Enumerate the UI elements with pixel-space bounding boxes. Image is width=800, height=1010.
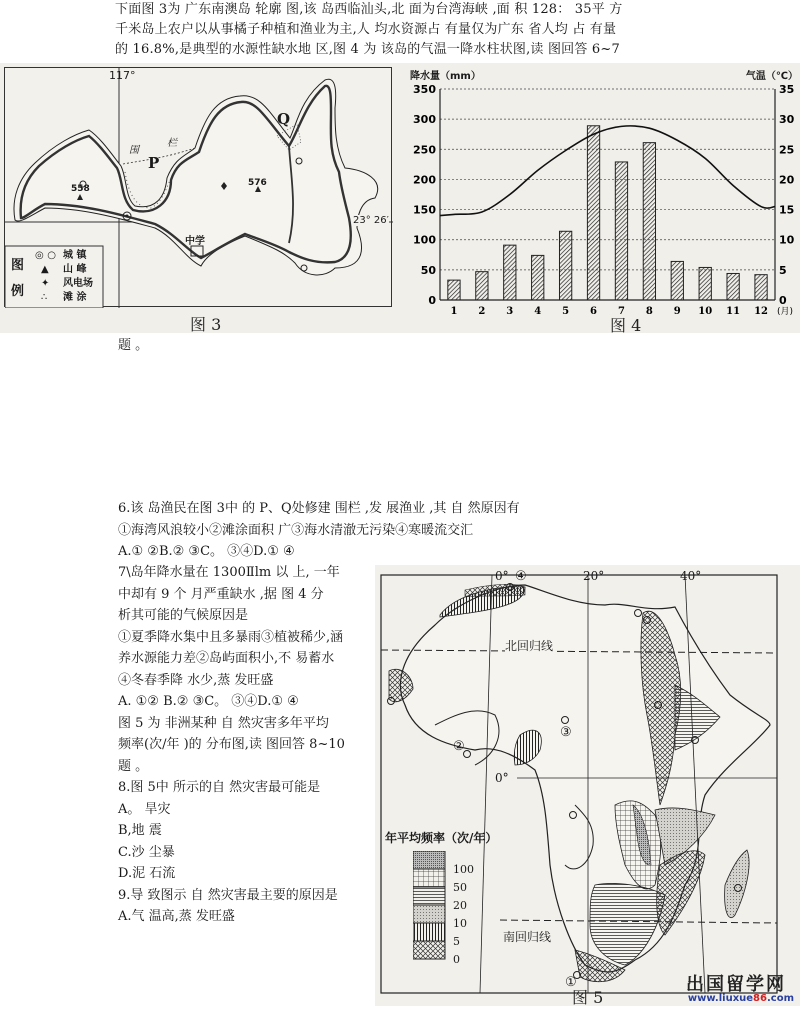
peak-icon: ▲ bbox=[41, 264, 49, 275]
marker-4: ④ bbox=[515, 569, 527, 584]
legend-break-100: 100 bbox=[453, 863, 474, 876]
question-9-stem: 9.导 致图示 自 然灾害最主要的原因是 bbox=[118, 888, 338, 903]
precip-bar bbox=[532, 255, 544, 300]
school-label: 中学 bbox=[185, 236, 205, 247]
y-tick-right: 0 bbox=[779, 294, 787, 307]
marker-2: ② bbox=[453, 739, 465, 754]
question-7-line-4: ①夏季降水集中且多暴雨③植被稀少,涵 bbox=[118, 630, 344, 645]
question-8-option-c: C.沙 尘暴 bbox=[118, 845, 175, 860]
label-fence-2: 栏 bbox=[167, 138, 177, 149]
legend-title-1: 图 bbox=[11, 258, 25, 273]
tropic-of-cancer-label: 北回归线 bbox=[505, 639, 554, 653]
y-tick-left: 150 bbox=[413, 203, 436, 217]
watermark-site-name: 出国留学网 bbox=[686, 974, 786, 995]
marker-3: ③ bbox=[560, 725, 572, 740]
question-6-options: ①海湾风浪较小②滩涂面积 广③海水清澈无污染④寒暖流交汇 bbox=[118, 523, 474, 538]
intro-line-1: 下面图 3为 广东南澳岛 轮廓 图,该 岛西临汕头,北 面为台湾海峡 ,面 积 128： 35平 方 bbox=[115, 2, 623, 17]
x-tick: 3 bbox=[506, 306, 514, 317]
y-tick-left: 50 bbox=[420, 263, 436, 277]
y-tick-right: 25 bbox=[779, 143, 795, 157]
precip-bar bbox=[504, 245, 516, 300]
question-7-answers: A. ①② B.② ③C。 ③④D.① ④ bbox=[118, 694, 299, 709]
legend-item-peak: ▲ 山 峰 bbox=[35, 263, 93, 277]
precip-bar bbox=[615, 162, 627, 300]
legend-title-2: 例 bbox=[11, 284, 25, 299]
label-p: P bbox=[148, 154, 160, 172]
legend-break-50: 50 bbox=[453, 881, 467, 894]
y-tick-right: 30 bbox=[779, 113, 795, 127]
legend-break-0: 0 bbox=[453, 953, 460, 966]
fig5-intro-line-1: 图 5 为 非洲某种 自 然灾害多年平均 bbox=[118, 716, 329, 731]
chart-ylabel-left: 降水量（mm） bbox=[410, 71, 481, 82]
chart-ylabel-right: 气温（℃） bbox=[745, 71, 798, 82]
wind-farm-icon: ✦ bbox=[41, 278, 50, 289]
legend-break-10: 10 bbox=[453, 917, 467, 930]
x-axis-unit: (月) bbox=[777, 307, 794, 317]
y-tick-left: 0 bbox=[428, 294, 436, 307]
legend-break-20: 20 bbox=[453, 899, 467, 912]
y-tick-right: 5 bbox=[779, 263, 787, 277]
y-tick-right: 10 bbox=[779, 233, 795, 247]
precip-bar bbox=[587, 126, 599, 300]
figure-3-island-map bbox=[4, 67, 392, 307]
figure-5-caption: 图 5 bbox=[572, 988, 604, 1007]
question-9-option-a: A.气 温高,蒸 发旺盛 bbox=[118, 909, 235, 924]
figure3-legend bbox=[7, 248, 101, 306]
x-tick: 9 bbox=[673, 306, 681, 317]
y-tick-left: 250 bbox=[413, 143, 436, 157]
y-tick-left: 350 bbox=[413, 83, 436, 96]
chart-plot bbox=[400, 75, 800, 325]
precip-bar bbox=[643, 143, 655, 300]
y-tick-left: 300 bbox=[413, 113, 436, 127]
precip-bar bbox=[671, 261, 683, 300]
meridian-20-label: 20° bbox=[583, 569, 605, 583]
question-8-option-a: A。 旱灾 bbox=[118, 802, 171, 817]
question-7-line-2: 中却有 9 个 月严重缺水 ,据 图 4 分 bbox=[118, 587, 324, 602]
x-tick: 5 bbox=[562, 306, 570, 317]
equator-label: 0° bbox=[495, 771, 509, 785]
watermark-url: www.liuxue86.com bbox=[687, 993, 794, 1004]
x-tick: 6 bbox=[590, 306, 598, 317]
tropic-of-capricorn-label: 南回归线 bbox=[503, 930, 552, 944]
x-tick: 4 bbox=[534, 306, 542, 317]
question-6-answers: A.① ②B.② ③C。 ③④D.① ④ bbox=[118, 544, 295, 559]
intro-paragraph bbox=[115, 0, 675, 60]
figure5-legend bbox=[381, 827, 531, 993]
longitude-label: 117° bbox=[109, 69, 136, 82]
latitude-label: 23° 26′ bbox=[353, 215, 389, 226]
figure-4-caption: 图 4 bbox=[610, 316, 642, 335]
meridian-40-label: 40° bbox=[680, 569, 702, 583]
question-8-option-b: B,地 震 bbox=[118, 823, 162, 838]
y-tick-left: 200 bbox=[413, 173, 436, 187]
figure-5-africa-map bbox=[375, 565, 800, 1006]
legend-break-5: 5 bbox=[453, 935, 460, 948]
x-tick: 7 bbox=[617, 306, 625, 317]
legend-item-windfarm: ✦ 风电场 bbox=[35, 277, 93, 291]
label-fence-1: 围 bbox=[129, 145, 139, 156]
precip-bar bbox=[755, 275, 767, 300]
y-tick-right: 15 bbox=[779, 203, 795, 217]
question-8-option-d: D.泥 石流 bbox=[118, 866, 176, 881]
legend-item-tidal-flat: ∴ 滩 涂 bbox=[35, 291, 93, 305]
fig5-intro-line-2: 频率(次/年 )的 分布图,读 图回答 8~10 bbox=[118, 737, 345, 752]
precip-bar bbox=[559, 231, 571, 300]
peak-576-label: 576 bbox=[248, 178, 267, 188]
temperature-line bbox=[440, 126, 775, 216]
precip-bar bbox=[699, 267, 711, 300]
tidal-flat-icon: ∴ bbox=[41, 292, 48, 303]
question-7-line-3: 析其可能的气候原因是 bbox=[118, 608, 249, 623]
x-tick: 8 bbox=[645, 306, 653, 317]
town-icon: ◎ ○ bbox=[35, 250, 56, 261]
peak-558-label: 558 bbox=[71, 184, 90, 194]
question-7-line-6: ④冬春季降 水少,蒸 发旺盛 bbox=[118, 673, 274, 688]
figure-4-climate-chart bbox=[400, 63, 800, 333]
intro-tail: 题 。 bbox=[118, 338, 149, 353]
marker-1: ① bbox=[565, 975, 577, 990]
fig5-intro-line-3: 题 。 bbox=[118, 759, 149, 774]
x-tick: 1 bbox=[450, 306, 458, 317]
question-8-stem: 8.图 5中 所示的自 然灾害最可能是 bbox=[118, 780, 321, 795]
figure-3-caption: 图 3 bbox=[190, 315, 222, 334]
label-q: Q bbox=[277, 110, 291, 128]
precip-bar bbox=[448, 280, 460, 300]
x-tick: 11 bbox=[726, 306, 741, 317]
intro-line-3: 的 16.8%,是典型的水源性缺水地 区,图 4 为 该岛的气温一降水柱状图,读 图回答 6~7 bbox=[115, 42, 620, 57]
precip-bar bbox=[476, 272, 488, 300]
y-tick-left: 100 bbox=[413, 233, 436, 247]
y-tick-right: 35 bbox=[779, 83, 795, 96]
precip-bar bbox=[727, 273, 739, 300]
question-6-stem: 6.该 岛渔民在图 3中 的 P、Q处修建 围栏 ,发 展渔业 ,其 自 然原因有 bbox=[118, 501, 520, 516]
x-tick: 10 bbox=[698, 306, 713, 317]
x-tick: 2 bbox=[478, 306, 486, 317]
y-tick-right: 20 bbox=[779, 173, 795, 187]
meridian-0-label: 0° bbox=[495, 569, 509, 583]
legend-title: 年平均频率（次/年） bbox=[385, 831, 498, 845]
legend-swatches bbox=[413, 851, 453, 961]
question-7-line-5: 养水源能力差②岛屿面积小,不 易蓄水 bbox=[118, 651, 335, 666]
question-7-line-1: 7\岛年降水量在 1300Ⅱlm 以 上, 一年 bbox=[118, 565, 340, 580]
legend-item-town: ◎ ○ 城 镇 bbox=[35, 250, 87, 261]
intro-line-2: 千米岛上农户以从事橘子种植和渔业为主,人 均水资源占 有量仅为广东 省人均 占 有量 bbox=[115, 22, 617, 37]
x-tick: 12 bbox=[754, 306, 769, 317]
